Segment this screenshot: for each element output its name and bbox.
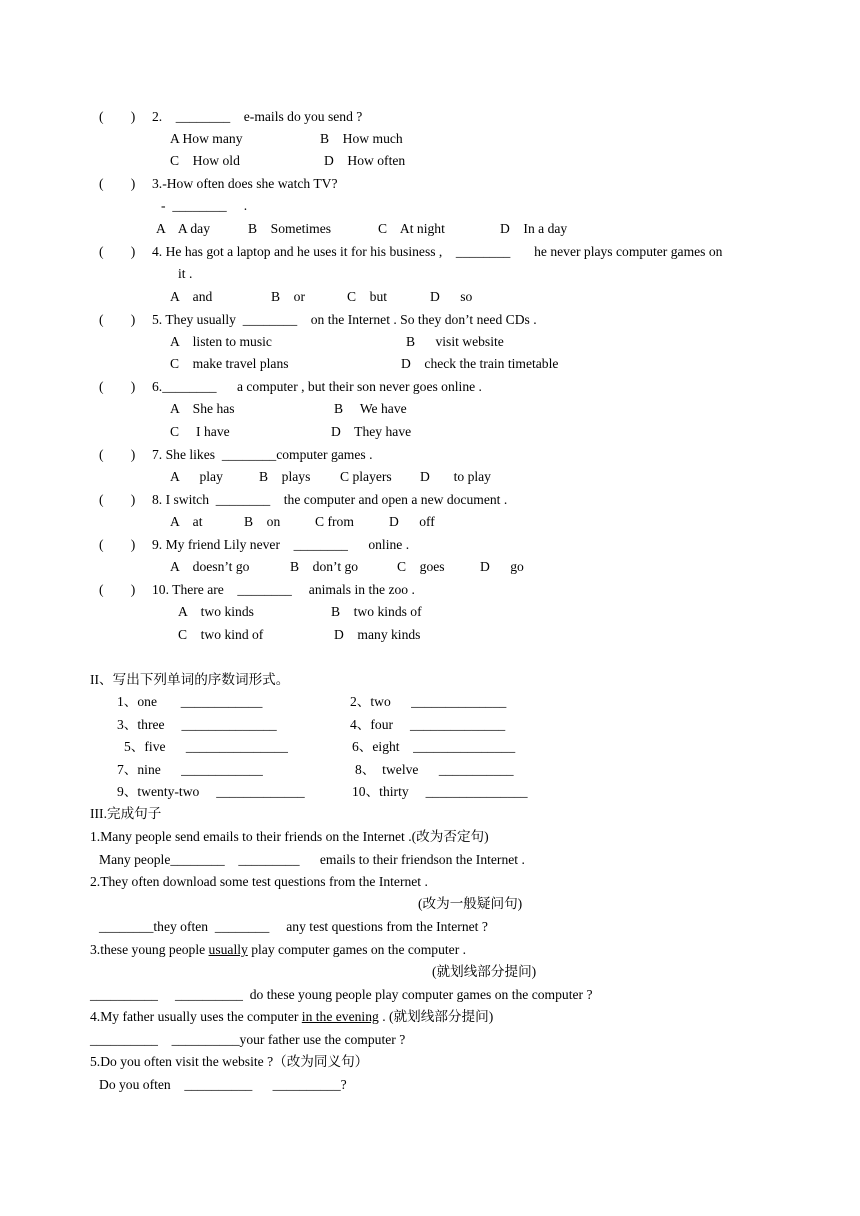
sentence-3-answer: __________ __________ do these young people play computer games on the computer ?	[90, 987, 593, 1002]
sentence-1-answer: Many people________ _________ emails to their friendson the Internet .	[99, 852, 525, 867]
question-stem: 6.________ a computer , but their son never goes online .	[152, 379, 482, 394]
question-stem: 4. He has got a laptop and he uses it for his business , ________ he never plays computer games on	[152, 244, 723, 259]
option-c: C two kind of	[178, 627, 264, 642]
option-a: A at	[170, 514, 203, 529]
answer-line: - ________ .	[161, 198, 248, 213]
option-c: C players	[340, 469, 392, 484]
option-a: A doesn’t go	[170, 559, 250, 574]
option-c: C from	[315, 514, 354, 529]
question-stem: 2. ________ e-mails do you send ?	[152, 109, 363, 124]
option-b: B on	[244, 514, 281, 529]
option-c: C but	[347, 289, 388, 304]
sentence-3-post: play computer games on the computer .	[247, 942, 467, 957]
sentence-2-instruction: (改为一般疑问句)	[418, 896, 523, 911]
answer-paren: ( )	[99, 379, 136, 394]
option-d: D go	[480, 559, 524, 574]
ordinal-item: 10、thirty _______________	[352, 784, 528, 799]
option-c: C goes	[397, 559, 445, 574]
option-b: B How much	[320, 131, 403, 146]
answer-paren: ( )	[99, 312, 136, 327]
ordinal-item: 8、 twelve ___________	[355, 762, 514, 777]
sentence-5-answer: Do you often __________ __________?	[99, 1077, 347, 1092]
option-d: D check the train timetable	[401, 356, 559, 371]
option-a: A A day	[156, 221, 211, 236]
question-stem: 7. She likes ________computer games .	[152, 447, 373, 462]
option-a: A listen to music	[170, 334, 272, 349]
question-stem-cont: it .	[178, 266, 193, 281]
section-title-sentences: III.完成句子	[90, 806, 162, 821]
option-c: C make travel plans	[170, 356, 289, 371]
question-stem: 3.-How often does she watch TV?	[152, 176, 338, 191]
option-a: A She has	[170, 401, 235, 416]
option-b: B or	[271, 289, 305, 304]
option-b: B don’t go	[290, 559, 359, 574]
question-stem: 5. They usually ________ on the Internet . So they don’t need CDs .	[152, 312, 537, 327]
option-b: B We have	[334, 401, 407, 416]
option-c: C How old	[170, 153, 240, 168]
ordinal-item: 4、four ______________	[350, 717, 506, 732]
section-title-ordinals: II、写出下列单词的序数词形式。	[90, 672, 290, 687]
option-d: D How often	[324, 153, 406, 168]
answer-paren: ( )	[99, 176, 136, 191]
option-a: A How many	[170, 131, 243, 146]
sentence-4	[90, 1009, 493, 1025]
option-b: B Sometimes	[248, 221, 332, 236]
ordinal-item: 2、two ______________	[350, 694, 507, 709]
ordinal-item: 6、eight _______________	[352, 739, 516, 754]
option-d: D off	[389, 514, 435, 529]
answer-paren: ( )	[99, 492, 136, 507]
option-d: D to play	[420, 469, 491, 484]
ordinal-item: 9、twenty-two _____________	[117, 784, 305, 799]
option-a: A play	[170, 469, 223, 484]
question-stem: 9. My friend Lily never ________ online .	[152, 537, 410, 552]
ordinal-item: 7、nine ____________	[117, 762, 263, 777]
sentence-1: 1.Many people send emails to their friends on the Internet .(改为否定句)	[90, 829, 489, 844]
sentence-2-answer: ________they often ________ any test questions from the Internet ?	[99, 919, 488, 934]
answer-paren: ( )	[99, 582, 136, 597]
question-stem: 10. There are ________ animals in the zoo .	[152, 582, 415, 597]
option-d: D They have	[331, 424, 412, 439]
ordinal-item: 3、three ______________	[117, 717, 277, 732]
sentence-3-instruction: (就划线部分提问)	[432, 964, 537, 979]
answer-paren: ( )	[99, 109, 136, 124]
sentence-5: 5.Do you often visit the website ?（改为同义句）	[90, 1054, 369, 1069]
ordinal-item: 5、five _______________	[124, 739, 288, 754]
sentence-4-pre: 4.My father usually uses the computer	[90, 1009, 302, 1024]
sentence-3	[90, 942, 466, 958]
option-d: D In a day	[500, 221, 568, 236]
option-a: A two kinds	[178, 604, 254, 619]
ordinal-item: 1、one ____________	[117, 694, 263, 709]
sentence-3-underlined: usually	[208, 942, 248, 957]
sentence-4-post: . (就划线部分提问)	[378, 1009, 494, 1024]
sentence-4-answer: __________ __________your father use the computer ?	[90, 1032, 406, 1047]
option-c: C At night	[378, 221, 445, 236]
option-d: D many kinds	[334, 627, 421, 642]
option-c: C I have	[170, 424, 230, 439]
option-b: B plays	[259, 469, 311, 484]
answer-paren: ( )	[99, 537, 136, 552]
sentence-4-underlined: in the evening	[301, 1009, 379, 1024]
option-b: B visit website	[406, 334, 504, 349]
option-d: D so	[430, 289, 473, 304]
option-b: B two kinds of	[331, 604, 422, 619]
option-a: A and	[170, 289, 213, 304]
sentence-3-pre: 3.these young people	[90, 942, 209, 957]
question-stem: 8. I switch ________ the computer and open a new document .	[152, 492, 508, 507]
answer-paren: ( )	[99, 244, 136, 259]
answer-paren: ( )	[99, 447, 136, 462]
sentence-2: 2.They often download some test questions from the Internet .	[90, 874, 428, 889]
